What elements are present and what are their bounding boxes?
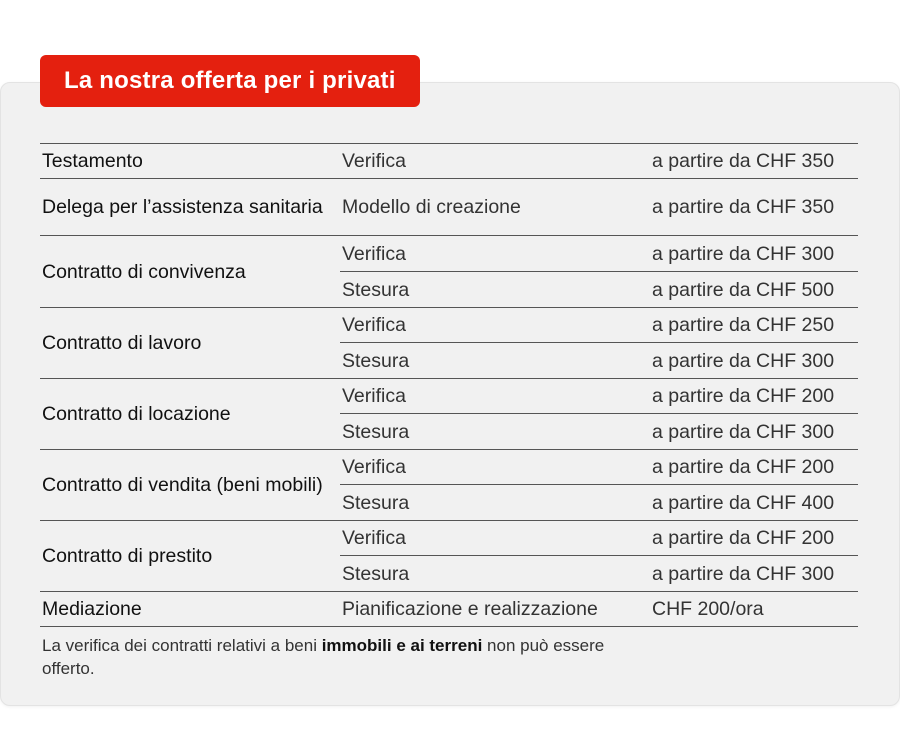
service-name: Contratto di locazione [40, 379, 340, 450]
offer-title: La nostra offerta per i privati [40, 55, 420, 107]
service-price: a partire da CHF 350 [650, 179, 858, 236]
service-action: Verifica [340, 308, 650, 343]
service-action: Verifica [340, 144, 650, 179]
service-action: Verifica [340, 450, 650, 485]
service-action: Verifica [340, 236, 650, 272]
service-price: a partire da CHF 200 [650, 379, 858, 414]
service-price: a partire da CHF 200 [650, 450, 858, 485]
service-price: a partire da CHF 300 [650, 414, 858, 450]
service-price: a partire da CHF 500 [650, 272, 858, 308]
table-row [40, 450, 858, 485]
service-name: Contratto di convivenza [40, 236, 340, 308]
service-action: Modello di creazione [340, 179, 650, 236]
footnote [42, 634, 642, 680]
offer-table [40, 143, 858, 627]
table-row [40, 236, 858, 272]
service-action: Verifica [340, 379, 650, 414]
service-action: Stesura [340, 485, 650, 521]
table-row [40, 592, 858, 627]
service-name: Mediazione [40, 592, 340, 627]
table-row [40, 308, 858, 343]
service-action: Stesura [340, 556, 650, 592]
service-price: a partire da CHF 350 [650, 144, 858, 179]
service-price: a partire da CHF 200 [650, 521, 858, 556]
service-action: Stesura [340, 343, 650, 379]
service-price: a partire da CHF 400 [650, 485, 858, 521]
service-price: CHF 200/ora [650, 592, 858, 627]
service-name: Delega per l’assistenza sanitaria [40, 179, 340, 236]
footnote-text-before: La verifica dei contratti relativi a beni [42, 636, 322, 655]
service-price: a partire da CHF 300 [650, 343, 858, 379]
table-row [40, 144, 858, 179]
service-price: a partire da CHF 250 [650, 308, 858, 343]
service-action: Pianificazione e realizzazione [340, 592, 650, 627]
table-row [40, 521, 858, 556]
service-action: Verifica [340, 521, 650, 556]
service-name: Testamento [40, 144, 340, 179]
footnote-emphasis: immobili e ai terreni [321, 636, 483, 655]
service-price: a partire da CHF 300 [650, 556, 858, 592]
service-name: Contratto di prestito [40, 521, 340, 592]
service-action: Stesura [340, 414, 650, 450]
table-row [40, 379, 858, 414]
footnote-text-after: non può essere offerto. [42, 636, 605, 678]
service-price: a partire da CHF 300 [650, 236, 858, 272]
table-row [40, 179, 858, 236]
service-name: Contratto di vendita (beni mobili) [40, 450, 340, 521]
service-name: Contratto di lavoro [40, 308, 340, 379]
service-action: Stesura [340, 272, 650, 308]
